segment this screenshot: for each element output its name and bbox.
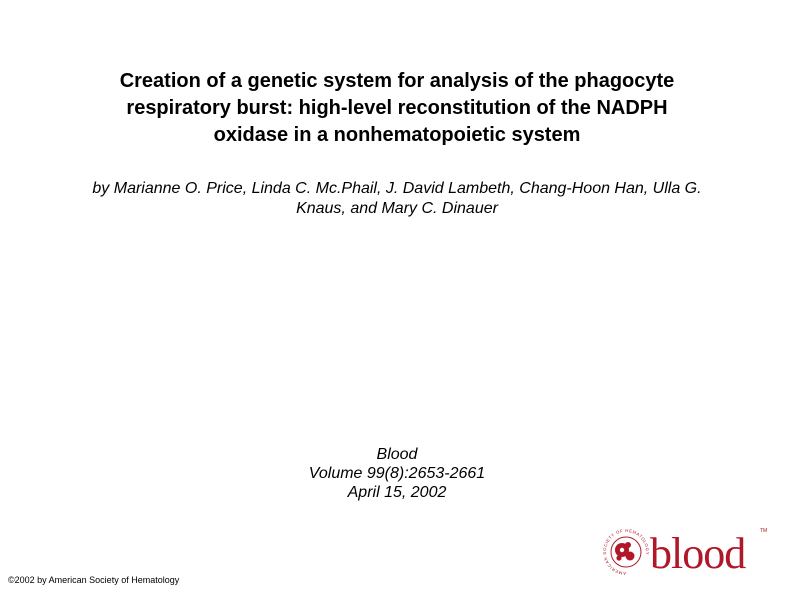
title-line-2: respiratory burst: high-level reconstitution of the NADPH: [126, 97, 668, 119]
title-line-3: oxidase in a nonhematopoietic system: [213, 124, 581, 146]
volume-pages: Volume 99(8):2653-2661: [308, 465, 486, 482]
title-line-1: Creation of a genetic system for analysis of the phagocyte: [119, 70, 675, 92]
copyright-notice: ©2002 by American Society of Hematology: [8, 575, 180, 585]
blood-journal-logo: [592, 518, 772, 588]
publication-date: April 15, 2002: [347, 484, 447, 501]
seal-text: AMERICAN SOCIETY OF HEMATOLOGY: [601, 527, 651, 577]
authors-line-2: Knaus, and Mary C. Dinauer: [296, 200, 498, 217]
slide-title: [40, 68, 754, 149]
journal-name: Blood: [376, 446, 418, 463]
authors-line-1: by Marianne O. Price, Linda C. Mc.Phail, J. David Lambeth, Chang-Hoon Han, Ulla G.: [92, 180, 702, 197]
logo-wordmark: blood: [650, 529, 746, 578]
citation-block: [200, 445, 594, 502]
seal-icon: [602, 528, 650, 576]
trademark-symbol: TM: [760, 528, 768, 534]
author-list: [40, 179, 754, 219]
